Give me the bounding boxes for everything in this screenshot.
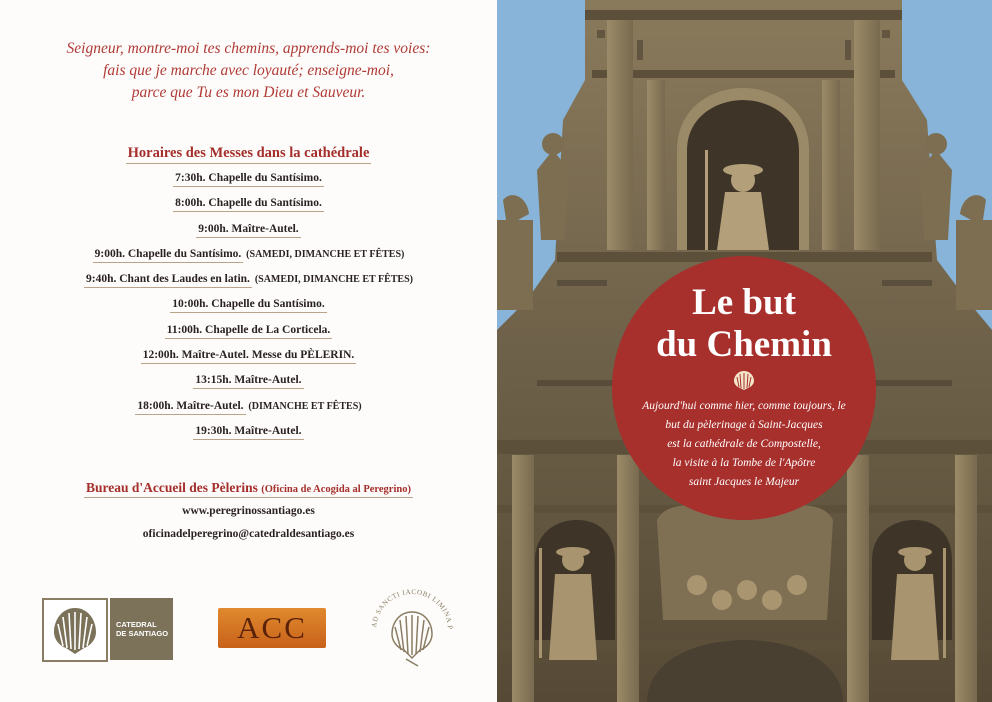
mass-schedule-title: Horaires des Messes dans la cathédrale — [0, 145, 497, 162]
mass-row — [0, 422, 497, 447]
prayer-line: Seigneur, montre-moi tes chemins, apprends-moi tes voies: — [66, 40, 431, 57]
mass-time: 9:00h. Chapelle du Santísimo. — [94, 247, 242, 260]
email-link[interactable]: oficinadelperegrino@catedraldesantiago.es — [142, 528, 355, 540]
mass-row — [0, 169, 497, 194]
mass-row — [0, 295, 497, 320]
cover-subtitle-line: saint Jacques le Majeur — [688, 476, 800, 488]
mass-schedule-list — [0, 169, 497, 447]
catedral-name: CATEDRAL DE SANTIAGO — [110, 598, 173, 660]
mass-row — [0, 220, 497, 245]
scallop-shell-icon — [733, 370, 755, 390]
pilgrim-office-subtitle: (Oficina de Acogida al Peregrino) — [261, 484, 411, 495]
mass-time: 10:00h. Chapelle du Santísimo. — [172, 298, 325, 311]
mass-row — [0, 397, 497, 422]
prayer-line: parce que Tu es mon Dieu et Sauveur. — [131, 84, 366, 101]
pilgrimage-seal-logo — [366, 584, 458, 676]
cover-title-line: Le but — [692, 282, 796, 323]
cover-title-line: du Chemin — [656, 324, 832, 365]
mass-row — [0, 245, 497, 270]
mass-time: 18:00h. Maître-Autel. — [137, 399, 244, 412]
mass-time: 8:00h. Chapelle du Santísimo. — [175, 197, 322, 210]
mass-row — [0, 371, 497, 396]
mass-time: 19:30h. Maître-Autel. — [195, 424, 302, 437]
catedral-logo — [42, 598, 173, 660]
mass-row — [0, 321, 497, 346]
svg-text:AD SANCTI IACOBI LIMINA PEREGR: AD SANCTI IACOBI LIMINA P — [370, 587, 455, 630]
cover-subtitle-line: Aujourd'hui comme hier, comme toujours, le — [642, 400, 846, 412]
mass-note: (SAMEDI, DIMANCHE ET FÊTES) — [254, 274, 413, 286]
mass-time: 12:00h. Maître-Autel. Messe du PÈLERIN. — [142, 349, 355, 362]
mass-time: 11:00h. Chapelle de La Corticela. — [166, 323, 331, 336]
mass-note: (SAMEDI, DIMANCHE ET FÊTES) — [246, 248, 405, 260]
mass-time: 9:00h. Maître-Autel. — [198, 222, 299, 235]
title-medallion — [612, 256, 876, 520]
cover-subtitle-line: la visite à la Tombe de l'Apôtre — [672, 457, 816, 469]
cover-subtitle-line: but du pèlerinage à Saint-Jacques — [665, 419, 823, 431]
mass-row — [0, 194, 497, 219]
mass-note: (DIMANCHE ET FÊTES) — [248, 400, 362, 412]
cover-subtitle — [612, 397, 876, 492]
pilgrim-office-title: Bureau d'Accueil des Pèlerins (Oficina de Acogida al Peregrino) — [0, 480, 497, 496]
mass-time: 13:15h. Maître-Autel. — [195, 374, 302, 387]
cover-subtitle-line: est la cathédrale de Compostelle, — [667, 438, 821, 450]
scallop-shell-icon — [42, 598, 108, 662]
prayer-line: fais que je marche avec loyauté; enseigne-moi, — [103, 62, 394, 79]
mass-time: 7:30h. Chapelle du Santísimo. — [175, 172, 322, 184]
mass-time: 9:40h. Chant des Laudes en latin. — [86, 273, 250, 286]
website-link[interactable]: www.peregrinossantiago.es — [182, 505, 315, 517]
mass-row — [0, 346, 497, 371]
mass-row — [0, 270, 497, 295]
prayer-quote — [20, 38, 477, 104]
acc-logo: ACC — [218, 608, 326, 648]
